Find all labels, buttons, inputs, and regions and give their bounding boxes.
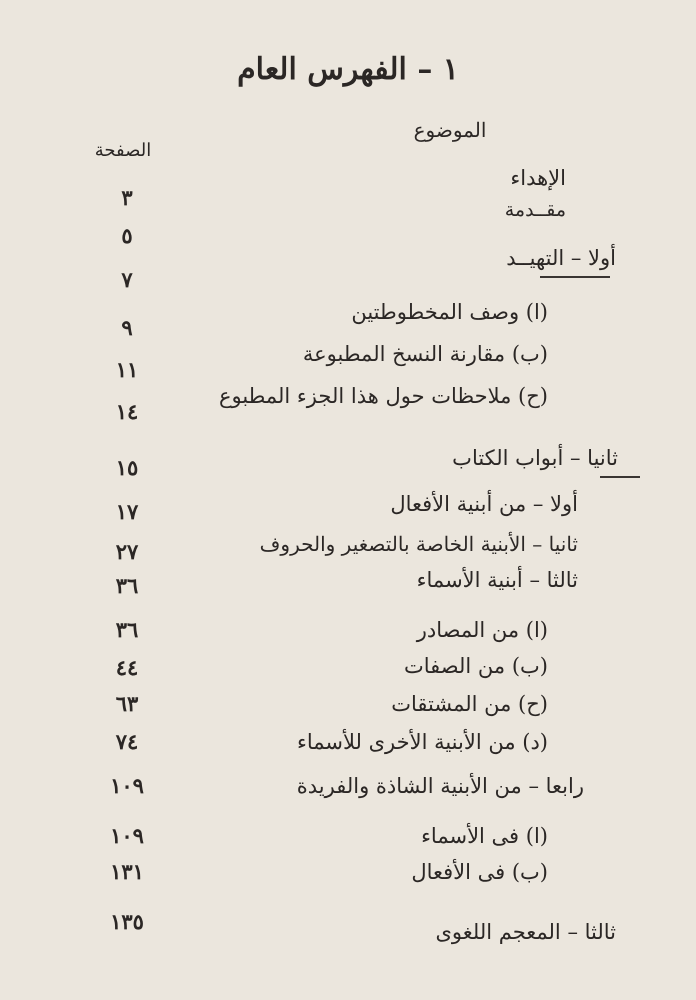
index-entry-page-row — [0, 494, 696, 530]
page-title: ١ – الفهرس العام — [237, 52, 459, 87]
entry-text: ثالثا – المعجم اللغوى — [435, 920, 616, 944]
index-entry-page-row — [0, 818, 696, 854]
entry-page: ١٧ — [115, 499, 139, 524]
entry-text: (ا) فى الأسماء — [421, 824, 548, 848]
entry-page: ٣ — [121, 185, 133, 210]
entry-text: ثالثا – أبنية الأسماء — [416, 568, 578, 592]
index-entry-page-row — [0, 450, 696, 486]
index-entry-page-row — [0, 768, 696, 804]
entry-text: مقــدمة — [504, 199, 566, 221]
index-entry-page-row — [0, 568, 696, 604]
entry-text: (ب) من الصفات — [404, 654, 548, 678]
entry-page: ١٤ — [115, 399, 139, 424]
entry-page: ٧ — [121, 267, 133, 292]
entry-text: (ا) وصف المخطوطتين — [351, 300, 548, 324]
entry-page: ١٠٩ — [110, 823, 144, 848]
entry-page: ١٥ — [115, 455, 139, 480]
entry-text: (ح) من المشتقات — [391, 692, 548, 716]
entry-text: أولا – التهيــد — [506, 246, 616, 270]
index-entry-page-row — [0, 612, 696, 648]
entry-page: ١٠٩ — [110, 773, 144, 798]
entry-text: (ح) ملاحظات حول هذا الجزء المطبوع — [218, 384, 548, 408]
entry-text: ثانيا – الأبنية الخاصة بالتصغير والحروف — [259, 532, 578, 556]
entry-page: ١٣٥ — [110, 909, 144, 934]
index-entry-page-row — [0, 686, 696, 722]
entry-text: ثانيا – أبواب الكتاب — [452, 446, 618, 470]
entry-text: الإهداء — [510, 166, 566, 190]
entry-page: ٣٦ — [115, 573, 139, 598]
index-entry-page-row — [0, 650, 696, 686]
entry-text: (د) من الأبنية الأخرى للأسماء — [296, 730, 548, 754]
index-entry-page-row — [0, 262, 696, 298]
entry-page: ٧٤ — [115, 729, 139, 754]
entry-text: (ب) مقارنة النسخ المطبوعة — [302, 342, 548, 366]
index-entry-page-row — [0, 724, 696, 760]
entry-text: (ب) فى الأفعال — [411, 860, 548, 884]
entry-page: ٤٤ — [115, 655, 139, 680]
entry-page: ٢٧ — [115, 539, 139, 564]
index-entry-page-row — [0, 394, 696, 430]
entry-page: ٩ — [121, 315, 133, 340]
index-entry-page-row — [0, 904, 696, 940]
index-entry-page-row — [0, 854, 696, 890]
entry-text: رابعا – من الأبنية الشاذة والفريدة — [296, 774, 584, 798]
entry-page: ١٣١ — [110, 859, 144, 884]
entry-page: ٥ — [121, 223, 133, 248]
page-column-header: الصفحة — [94, 140, 152, 161]
entry-page: ١١ — [115, 357, 139, 382]
entry-page: ٦٣ — [115, 691, 139, 716]
entry-text: (ا) من المصادر — [416, 618, 548, 642]
entry-page: ٣٦ — [115, 617, 139, 642]
entry-text: أولا – من أبنية الأفعال — [390, 492, 578, 516]
subject-column-header: الموضوع — [413, 118, 487, 142]
